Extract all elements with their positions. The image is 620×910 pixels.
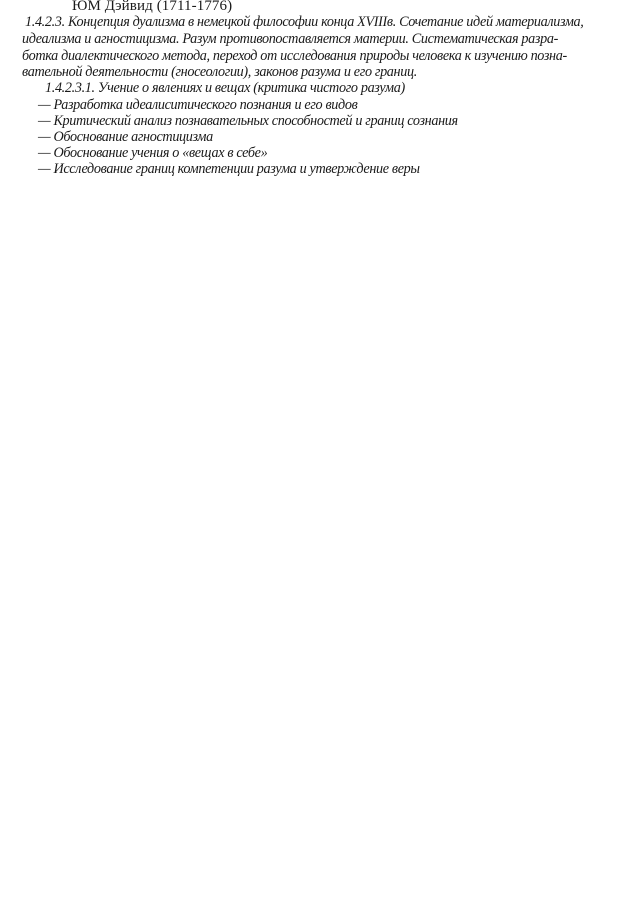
section-heading-1-4-2-3: 1.4.2.3. Концепция дуализма в немецкой философии конца XVIIIв. Сочетание идей материализма, (25, 14, 584, 30)
text-line: идеализма и агностицизма. Разум противопоставляется материи. Систематическая разра- (22, 31, 558, 47)
person-name-line: ЮМ Дэйвид (1711-1776) (72, 0, 233, 14)
bullet-item: — Обоснование учения о «вещах в себе» (38, 145, 268, 161)
text-line: вательной деятельности (гносеологии), законов разума и его границ. (22, 64, 417, 80)
text-line: ботка диалектического метода, переход от исследования природы человека к изучению позна- (22, 48, 567, 64)
bullet-item: — Обоснование агностицизма (38, 129, 213, 145)
section-heading-1-4-2-3-1: 1.4.2.3.1. Учение о явлениях и вещах (критика чистого разума) (45, 80, 405, 96)
bullet-item: — Исследование границ компетенции разума и утверждение веры (38, 161, 420, 177)
bullet-item: — Разработка идеалиситического познания и его видов (38, 97, 358, 113)
bullet-item: — Критический анализ познавательных способностей и границ сознания (38, 113, 458, 129)
